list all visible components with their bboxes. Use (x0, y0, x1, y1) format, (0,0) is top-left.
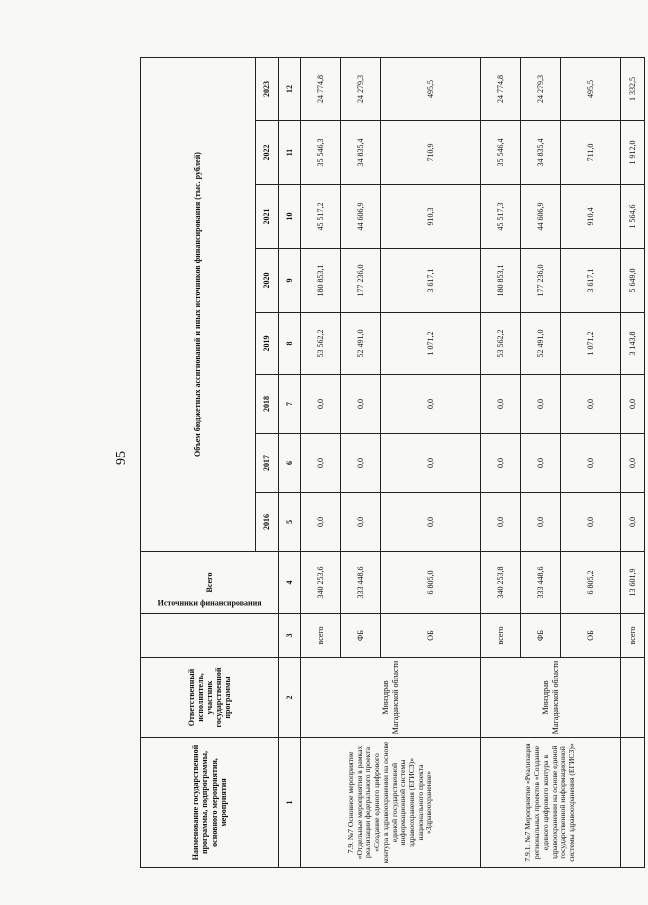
value-cell: 0,0 (620, 374, 644, 433)
header-source-text: Источники финансирования (157, 597, 261, 607)
value-cell: 24 279,3 (520, 57, 560, 120)
value-cell: 45 517,2 (300, 184, 340, 248)
measure-name: 7.9.1. №7 Мероприятие «Реализация региональных проектов «Создание единого цифрового контура в здравоохранении на основе единой государственной информационной системы здравоохранения (ЕГИСЗ)» (480, 737, 620, 867)
source-cell: всего (480, 613, 520, 657)
total-cell: 13 601,9 (620, 551, 644, 613)
column-number: 3 (278, 613, 300, 657)
header-source (140, 597, 278, 657)
value-cell: 495,5 (380, 57, 480, 120)
value-cell: 0,0 (560, 492, 620, 551)
column-number-row (278, 57, 300, 867)
value-cell: 34 835,4 (520, 120, 560, 184)
value-cell: 177 236,0 (520, 248, 560, 312)
value-cell: 52 491,0 (520, 312, 560, 374)
rotated-sheet (108, 23, 648, 893)
value-cell: 0,0 (340, 374, 380, 433)
table-row (480, 57, 520, 867)
header-year: 2023 (255, 57, 278, 120)
value-cell: 0,0 (380, 492, 480, 551)
value-cell: 0,0 (520, 374, 560, 433)
value-cell: 52 491,0 (340, 312, 380, 374)
value-cell: 0,0 (480, 433, 520, 492)
column-number: 10 (278, 184, 300, 248)
column-number: 12 (278, 57, 300, 120)
value-cell: 0,0 (480, 492, 520, 551)
value-cell: 0,0 (620, 433, 644, 492)
header-year: 2018 (255, 374, 278, 433)
value-cell: 1 071,2 (560, 312, 620, 374)
value-cell: 3 617,1 (380, 248, 480, 312)
value-cell: 0,0 (340, 492, 380, 551)
value-cell: 180 853,1 (300, 248, 340, 312)
value-cell: 910,4 (560, 184, 620, 248)
value-cell: 0,0 (480, 374, 520, 433)
header-year: 2020 (255, 248, 278, 312)
source-cell: ФБ (520, 613, 560, 657)
value-cell: 24 774,8 (480, 57, 520, 120)
total-cell: 6 805,0 (380, 551, 480, 613)
value-cell: 34 835,4 (340, 120, 380, 184)
total-cell: 6 805,2 (560, 551, 620, 613)
value-cell: 44 606,9 (520, 184, 560, 248)
executor-cell: Минздрав Магаданской области (480, 657, 620, 737)
value-cell: 35 546,4 (480, 120, 520, 184)
value-cell: 3 617,1 (560, 248, 620, 312)
column-number: 2 (278, 657, 300, 737)
table-row (620, 57, 644, 867)
value-cell: 177 236,0 (340, 248, 380, 312)
column-number: 9 (278, 248, 300, 312)
executor-cell: Минздрав Магаданской области (300, 657, 480, 737)
value-cell: 180 853,1 (480, 248, 520, 312)
source-cell: ФБ (340, 613, 380, 657)
value-cell: 0,0 (560, 433, 620, 492)
header-year: 2022 (255, 120, 278, 184)
value-cell: 0,0 (300, 374, 340, 433)
value-cell: 1 564,6 (620, 184, 644, 248)
value-cell: 0,0 (620, 492, 644, 551)
value-cell: 0,0 (300, 492, 340, 551)
value-cell: 0,0 (560, 374, 620, 433)
value-cell: 45 517,3 (480, 184, 520, 248)
value-cell: 44 606,9 (340, 184, 380, 248)
value-cell: 711,0 (560, 120, 620, 184)
funding-table (140, 56, 645, 867)
column-number: 5 (278, 492, 300, 551)
total-cell: 340 253,6 (300, 551, 340, 613)
header-executor: Ответственный исполнитель, участник государственной программы (140, 657, 278, 737)
value-cell: 24 774,8 (300, 57, 340, 120)
value-cell: 0,0 (520, 433, 560, 492)
total-cell: 333 448,6 (520, 551, 560, 613)
header-year: 2017 (255, 433, 278, 492)
source-cell: ОБ (560, 613, 620, 657)
total-cell: 340 253,8 (480, 551, 520, 613)
value-cell: 35 546,3 (300, 120, 340, 184)
header-total: Всего (140, 551, 278, 613)
column-number: 1 (278, 737, 300, 867)
value-cell: 1 912,0 (620, 120, 644, 184)
value-cell: 1 071,2 (380, 312, 480, 374)
source-cell: всего (300, 613, 340, 657)
empty-cell (620, 657, 644, 737)
column-number: 8 (278, 312, 300, 374)
column-number: 7 (278, 374, 300, 433)
table-row (300, 57, 340, 867)
source-cell: всего (620, 613, 644, 657)
header-year: 2016 (255, 492, 278, 551)
value-cell: 0,0 (520, 492, 560, 551)
column-number: 4 (278, 551, 300, 613)
value-cell: 710,9 (380, 120, 480, 184)
value-cell: 53 562,2 (300, 312, 340, 374)
measure-name: 7.9. №7 Основное мероприятие «Отдельные мероприятия в рамках реализации федерального проекта «Создание единого цифрового контура в здравоохранении на основе единой государственной информационной системы здравоохранения (ЕГИСЗ)» национального проекта «Здравоохранение» (300, 737, 480, 867)
header-year: 2019 (255, 312, 278, 374)
value-cell: 53 562,2 (480, 312, 520, 374)
value-cell: 0,0 (380, 433, 480, 492)
value-cell: 24 279,3 (340, 57, 380, 120)
value-cell: 5 649,0 (620, 248, 644, 312)
value-cell: 495,5 (560, 57, 620, 120)
column-number: 11 (278, 120, 300, 184)
total-cell: 333 448,6 (340, 551, 380, 613)
value-cell: 910,3 (380, 184, 480, 248)
header-year: 2021 (255, 184, 278, 248)
value-cell: 0,0 (300, 433, 340, 492)
value-cell: 3 143,8 (620, 312, 644, 374)
column-number: 6 (278, 433, 300, 492)
value-cell: 1 332,5 (620, 57, 644, 120)
value-cell: 0,0 (380, 374, 480, 433)
empty-cell (620, 737, 644, 867)
value-cell: 0,0 (340, 433, 380, 492)
page-number: 95 (113, 450, 129, 465)
header-funding: Объем бюджетных ассигнований и иных источников финансирования (тыс. рублей) (140, 57, 255, 551)
source-cell: ОБ (380, 613, 480, 657)
header-name: Наименование государственной программы, подпрограммы, основного мероприятия, мероприятия (140, 737, 278, 867)
